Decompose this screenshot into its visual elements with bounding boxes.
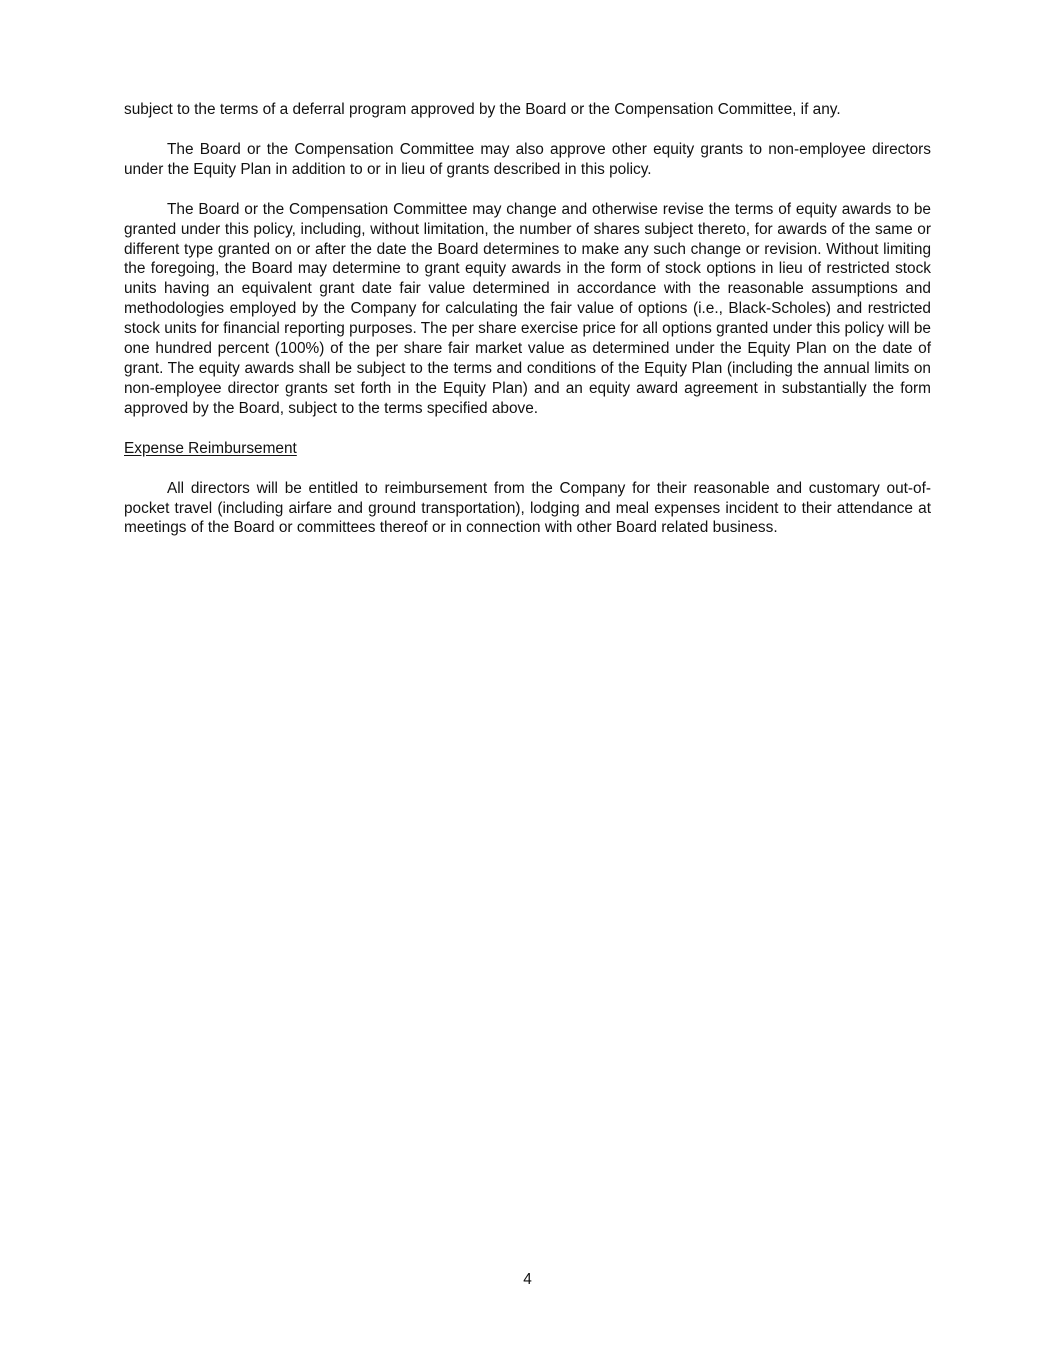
page-number: 4: [523, 1271, 532, 1288]
document-body: [124, 100, 931, 558]
paragraph-deferral: subject to the terms of a deferral program approved by the Board or the Compensation Committee, if any.: [124, 101, 841, 118]
paragraph-expense-reimbursement: All directors will be entitled to reimbursement from the Company for their reasonable and customary out-of-pocket travel (including airfare and ground transportation), lodging and meal expenses incident to their attendance at meetings of the Board or committees thereof or in connection with other Board related business.: [124, 479, 931, 537]
section-heading-expense-reimbursement: Expense Reimbursement: [124, 439, 297, 457]
paragraph-revise-equity-awards: The Board or the Compensation Committee may change and otherwise revise the terms of equity awards to be granted under this policy, including, without limitation, the number of shares subject thereto, for awards of the same or different type granted on or after the date the Board determines to make any such change or revision. Without limiting the foregoing, the Board may determine to grant equity awards in the form of stock options in lieu of restricted stock units having an equivalent grant date fair value determined in accordance with the reasonable assumptions and methodologies employed by the Company for calculating the fair value of options (i.e., Black-Scholes) and restricted stock units for financial reporting purposes. The per share exercise price for all options granted under this policy will be one hundred percent (100%) of the per share fair market value as determined under the Equity Plan on the date of grant. The equity awards shall be subject to the terms and conditions of the Equity Plan (including the annual limits on non-employee director grants set forth in the Equity Plan) and an equity award agreement in substantially the form approved by the Board, subject to the terms specified above.: [124, 200, 931, 417]
paragraph-other-equity-grants: The Board or the Compensation Committee may also approve other equity grants to non-employee directors under the Equity Plan in addition to or in lieu of grants described in this policy.: [124, 140, 931, 178]
